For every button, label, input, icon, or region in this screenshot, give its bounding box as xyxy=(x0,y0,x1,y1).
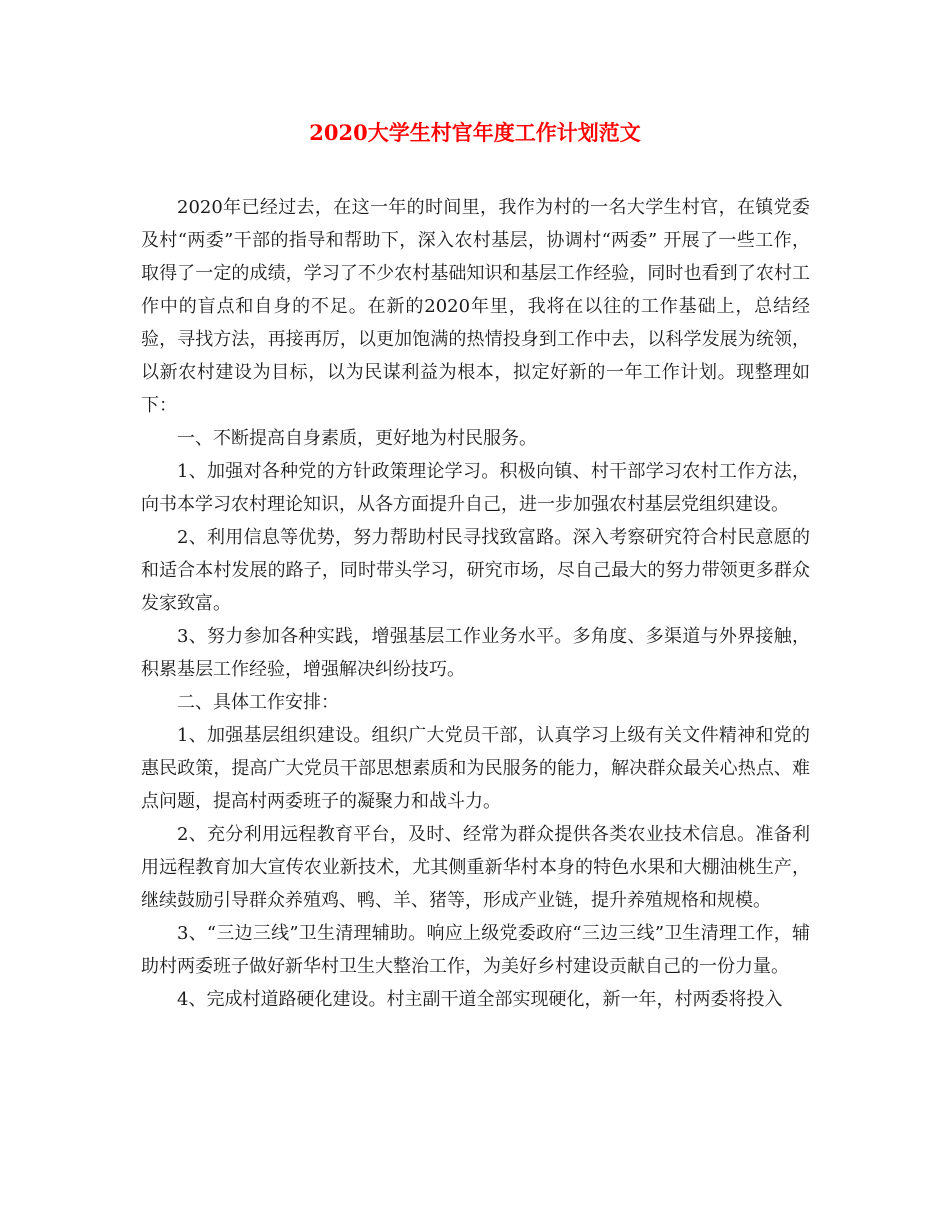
document-title: 2020大学生村官年度工作计划范文 xyxy=(309,120,641,145)
paragraph-item: 3、“三边三线”卫生清理辅助。响应上级党委政府“三边三线”卫生清理工作，辅助村两委班子做好新华村卫生大整治工作，为美好乡村建设贡献自己的一份力量。 xyxy=(141,923,810,977)
paragraph-item: 4、完成村道路硬化建设。村主副干道全部实现硬化，新一年，村两委将投入 xyxy=(177,989,783,1010)
paragraph-item: 3、努力参加各种实践，增强基层工作业务水平。多角度、多渠道与外界接触，积累基层工作经验，增强解决纠纷技巧。 xyxy=(141,626,810,680)
paragraph-intro: 2020年已经过去，在这一年的时间里，我作为村的一名大学生村官，在镇党委及村“两委”干部的指导和帮助下，深入农村基层，协调村“两委” 开展了一些工作，取得了一定的成绩，学习了不少农村基础知识和基层工作经验，同时也看到了农村工作中的盲点和自身的不足。在新的2020年里，我将在以往的工作基础上，总结经验，寻找方法，再接再厉，以更加饱满的热情投身到工作中去，以科学发展为统领，以新农村建设为目标，以为民谋利益为根本，拟定好新的一年工作计划。现整理如下： xyxy=(141,197,810,416)
section-heading-2: 二、具体工作安排： xyxy=(177,692,339,713)
document-body xyxy=(141,191,810,1016)
paragraph-item: 1、加强对各种党的方针政策理论学习。积极向镇、村干部学习农村工作方法，向书本学习农村理论知识，从各方面提升自己，进一步加强农村基层党组织建设。 xyxy=(141,461,810,515)
paragraph-item: 2、利用信息等优势，努力帮助村民寻找致富路。深入考察研究符合村民意愿的和适合本村发展的路子，同时带头学习，研究市场，尽自己最大的努力带领更多群众发家致富。 xyxy=(141,527,810,614)
paragraph-item: 1、加强基层组织建设。组织广大党员干部，认真学习上级有关文件精神和党的惠民政策，提高广大党员干部思想素质和为民服务的能力，解决群众最关心热点、难点问题，提高村两委班子的凝聚力和战斗力。 xyxy=(141,725,810,812)
section-heading-1: 一、不断提高自身素质，更好地为村民服务。 xyxy=(177,428,537,449)
paragraph-item: 2、充分利用远程教育平台，及时、经常为群众提供各类农业技术信息。准备利用远程教育加大宣传农业新技术，尤其侧重新华村本身的特色水果和大棚油桃生产，继续鼓励引导群众养殖鸡、鸭、羊、猪等，形成产业链，提升养殖规格和规模。 xyxy=(141,824,810,911)
